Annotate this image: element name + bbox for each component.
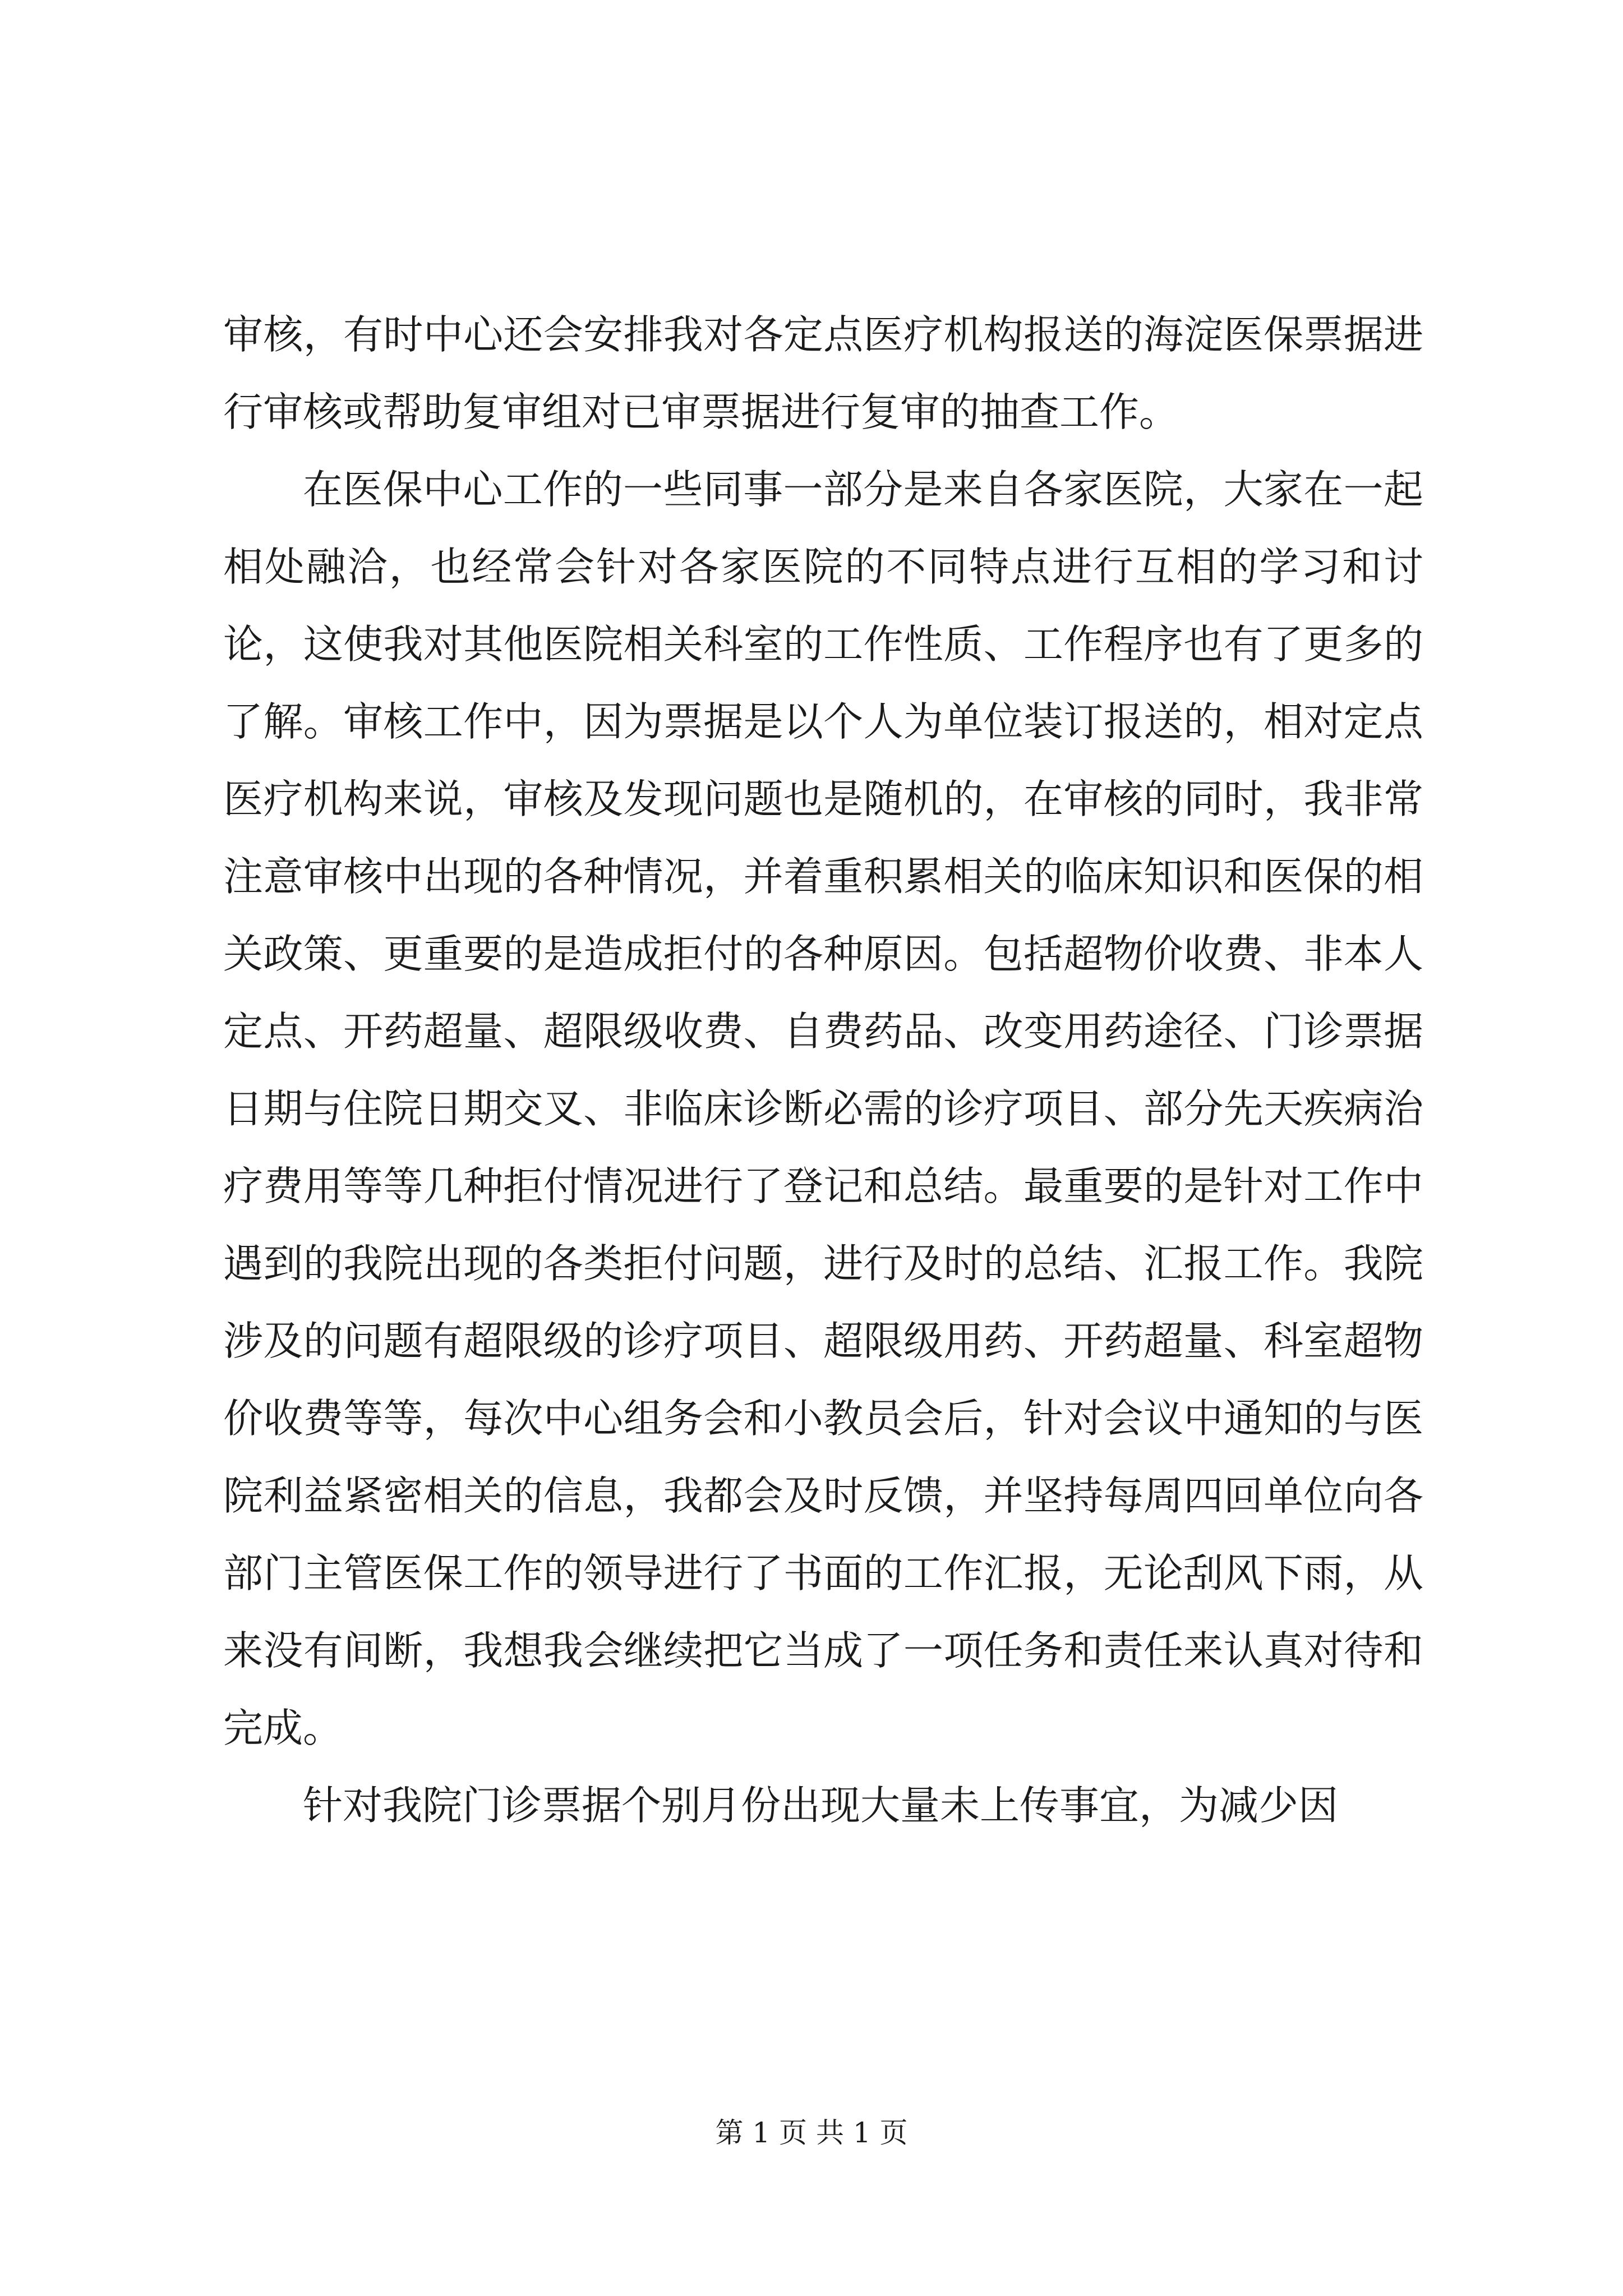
page-footer: 第 1 页 共 1 页	[715, 2116, 908, 2149]
paragraph-continued: 审核，有时中心还会安排我对各定点医疗机构报送的海淀医保票据进行审核或帮助复审组对已审票据进行复审的抽查工作。	[223, 311, 1423, 435]
document-body	[223, 296, 1423, 1844]
paragraph-main: 在医保中心工作的一些同事一部分是来自各家医院，大家在一起相处融洽，也经常会针对各家医院的不同特点进行互相的学习和讨论，这使我对其他医院相关科室的工作性质、工作程序也有了更多的了解。审核工作中，因为票据是以个人为单位装订报送的，相对定点医疗机构来说，审核及发现问题也是随机的，在审核的同时，我非常注意审核中出现的各种情况，并着重积累相关的临床知识和医保的相关政策、更重要的是造成拒付的各种原因。包括超物价收费、非本人定点、开药超量、超限级收费、自费药品、改变用药途径、门诊票据日期与住院日期交叉、非临床诊断必需的诊疗项目、部分先天疾病治疗费用等等几种拒付情况进行了登记和总结。最重要的是针对工作中遇到的我院出现的各类拒付问题，进行及时的总结、汇报工作。我院涉及的问题有超限级的诊疗项目、超限级用药、开药超量、科室超物价收费等等，每次中心组务会和小教员会后，针对会议中通知的与医院利益紧密相关的信息，我都会及时反馈，并坚持每周四回单位向各部门主管医保工作的领导进行了书面的工作汇报，无论刮风下雨，从来没有间断，我想我会继续把它当成了一项任务和责任来认真对待和完成。	[223, 466, 1423, 1751]
paragraph-last: 针对我院门诊票据个别月份出现大量未上传事宜，为减少因	[303, 1782, 1339, 1829]
